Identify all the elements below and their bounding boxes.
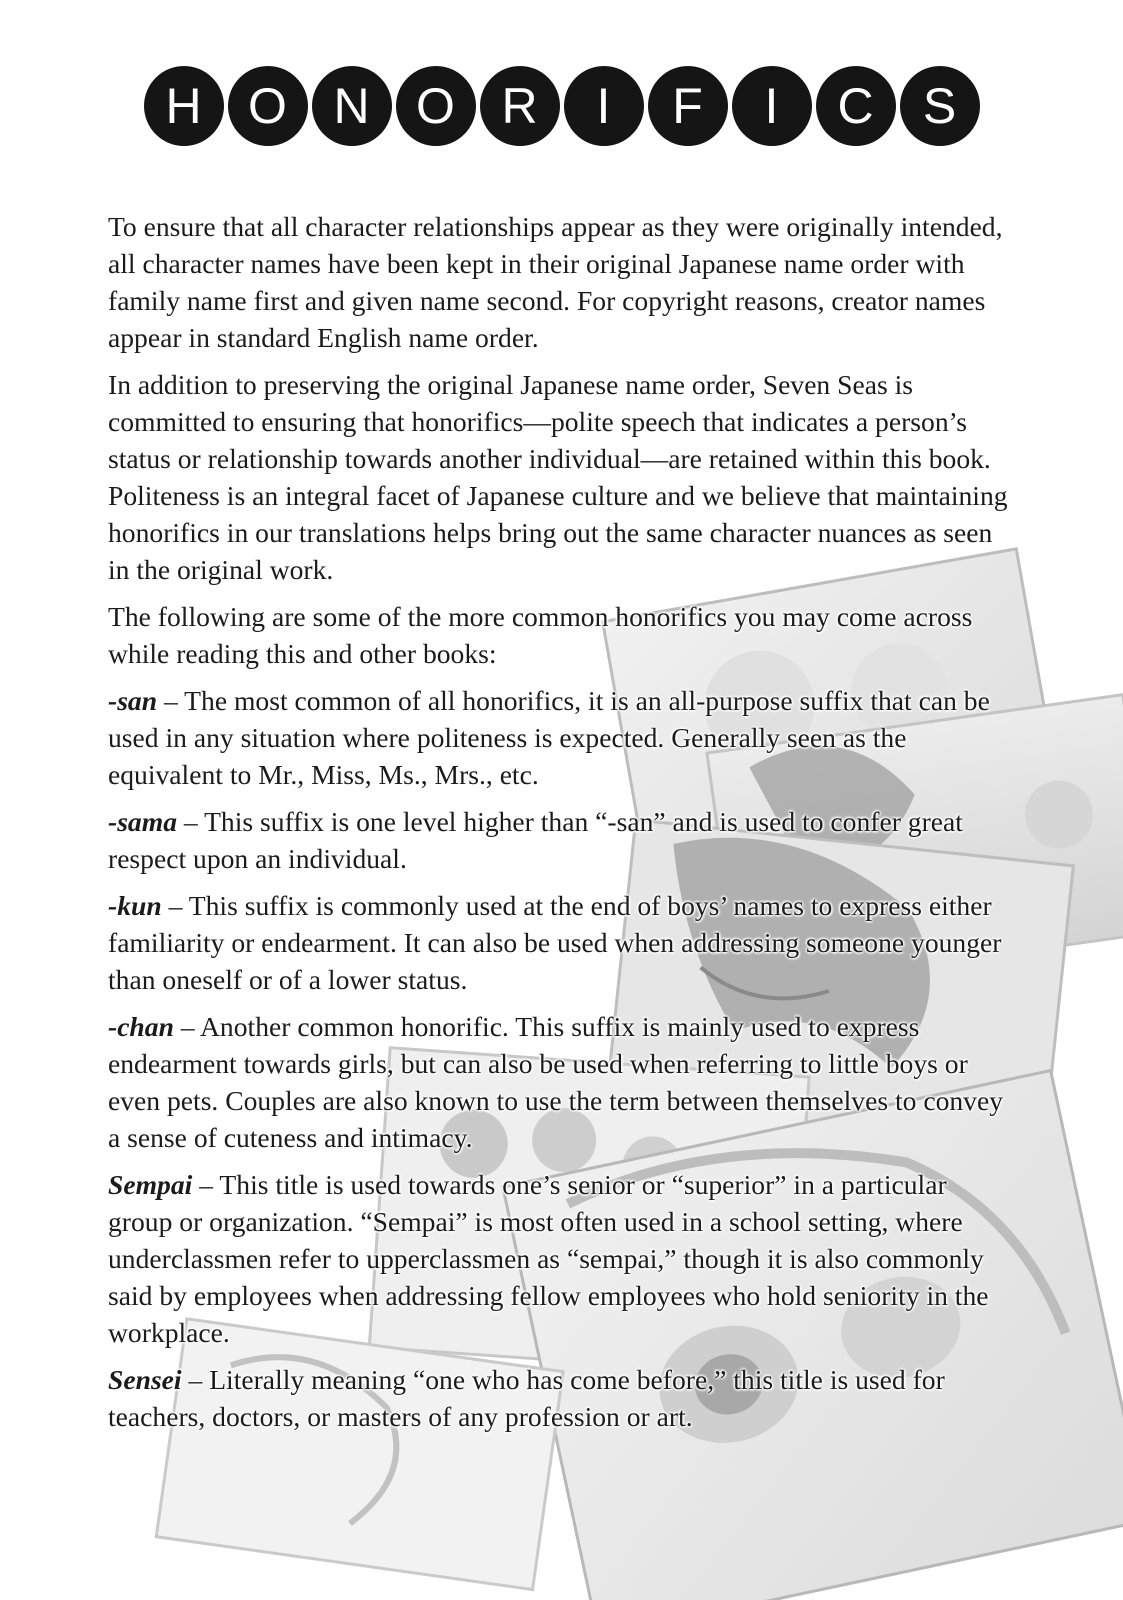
honorific-entry [108, 1361, 1008, 1435]
title-letter: N [312, 66, 392, 146]
honorific-description: – Another common honorific. This suffix is mainly used to express endearment towards girls, but can also be used when referring to little boys or even pets. Couples are also known to use the term between themselves to convey a sense of cuteness and intimacy. [108, 1011, 1004, 1153]
honorific-description: – This suffix is commonly used at the end of boys’ names to express either familiarity or endearment. It can also be used when addressing someone younger than oneself or of a lower status. [108, 890, 1002, 995]
honorific-term: -sama [108, 806, 177, 837]
honorific-entry [108, 803, 1008, 877]
title-letter: I [564, 66, 644, 146]
honorific-entry [108, 1166, 1008, 1351]
honorific-entry [108, 1008, 1008, 1156]
honorific-description: – This title is used towards one’s senior or “superior” in a particular group or organization. “Sempai” is most often used in a school setting, where underclassmen refer to upperclassmen as “sempai,” though it is also commonly said by employees when addressing fellow employees who hold seniority in the workplace. [108, 1169, 989, 1348]
title-letter: R [480, 66, 560, 146]
honorific-term: Sempai [108, 1169, 193, 1200]
intro-paragraph: In addition to preserving the original Japanese name order, Seven Seas is committed to ensuring that honorifics—polite speech that indicates a person’s status or relationship towards another individual—are retained within this book. Politeness is an integral facet of Japanese culture and we believe that maintaining honorifics in our translations helps bring out the same character nuances as seen in the original work. [108, 369, 1008, 585]
honorific-entry [108, 682, 1008, 793]
intro-paragraph: To ensure that all character relationships appear as they were originally intended, all character names have been kept in their original Japanese name order with family name first and given name second. For copyright reasons, creator names appear in standard English name order. [108, 211, 1003, 353]
title-letter: H [144, 66, 224, 146]
title-letter: I [732, 66, 812, 146]
honorific-description: – Literally meaning “one who has come before,” this title is used for teachers, doctors, or masters of any profession or art. [108, 1364, 945, 1432]
honorific-description: – This suffix is one level higher than “-san” and is used to confer great respect upon an individual. [108, 806, 963, 874]
title-letter: O [228, 66, 308, 146]
title-letter: O [396, 66, 476, 146]
honorific-term: Sensei [108, 1364, 182, 1395]
title-letter: F [648, 66, 728, 146]
title-letter: S [900, 66, 980, 146]
honorific-term: -kun [108, 890, 162, 921]
page-title [0, 66, 1123, 146]
honorific-term: -chan [108, 1011, 174, 1042]
honorific-description: – The most common of all honorifics, it is an all-purpose suffix that can be used in any situation where politeness is expected. Generally seen as the equivalent to Mr., Miss, Ms., Mrs., etc. [108, 685, 990, 790]
honorifics-text [108, 208, 1008, 1445]
intro-paragraph: The following are some of the more common honorifics you may come across while reading this and other books: [108, 601, 973, 669]
title-letter: C [816, 66, 896, 146]
honorific-entry [108, 887, 1008, 998]
honorific-term: -san [108, 685, 158, 716]
